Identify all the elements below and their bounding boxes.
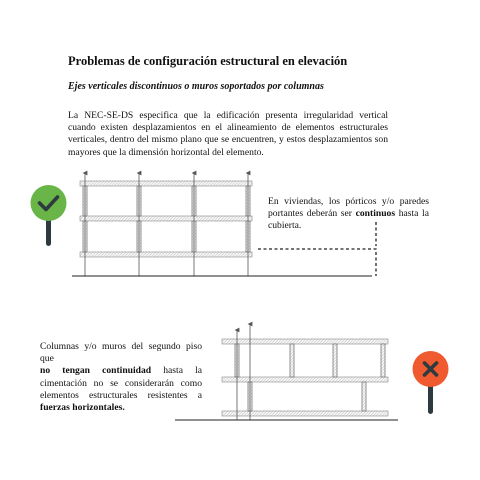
upper-columns bbox=[235, 344, 385, 377]
lower-beam bbox=[222, 411, 388, 416]
continuous-axis-arrows bbox=[85, 173, 248, 276]
page-title: Problemas de configuración estructural en elevación bbox=[68, 54, 348, 68]
floor-slab bbox=[80, 216, 252, 221]
upper-slab bbox=[222, 339, 388, 344]
note-connector bbox=[258, 249, 376, 276]
discontinuous-frame-diagram bbox=[175, 324, 398, 420]
discontinuous-note-middle: hasta la cimentación no se considerarán como elementos estructurales resistentes a bbox=[40, 365, 203, 401]
lower-columns bbox=[248, 382, 366, 411]
roof-slab bbox=[80, 181, 252, 186]
continuous-note-end: hasta la cubierta. bbox=[268, 208, 429, 232]
intro-paragraph: La NEC-SE-DS especifica que la edificación presenta irregularidad vertical cuando existen desplazamientos en el alineamiento de elementos estructurales verticales, dentro del mismo plano que se encuentren, y estos desplazamientos son mayores que la dimensión horizontal del elemento. bbox=[68, 110, 388, 158]
discontinuous-note-bold2: fuerzas horizontales. bbox=[40, 402, 125, 414]
ok-pin bbox=[31, 185, 67, 246]
ground-beam bbox=[80, 252, 252, 257]
page-subtitle: Ejes verticales discontinuos o muros soportados por columnas bbox=[68, 81, 324, 92]
ok-badge bbox=[31, 185, 67, 221]
continuous-note-bold: continuos bbox=[355, 208, 396, 220]
continuous-frame-diagram bbox=[72, 173, 376, 276]
discontinuous-note-line1: Columnas y/o muros del segundo piso que bbox=[40, 341, 202, 365]
bad-pin bbox=[413, 351, 449, 414]
continuous-note-text: En viviendas, los pórticos y/o paredes portantes deberán ser bbox=[268, 196, 429, 220]
discontinuous-note-bold1: no tengan continuidad bbox=[40, 365, 152, 377]
transfer-slab bbox=[222, 377, 388, 382]
